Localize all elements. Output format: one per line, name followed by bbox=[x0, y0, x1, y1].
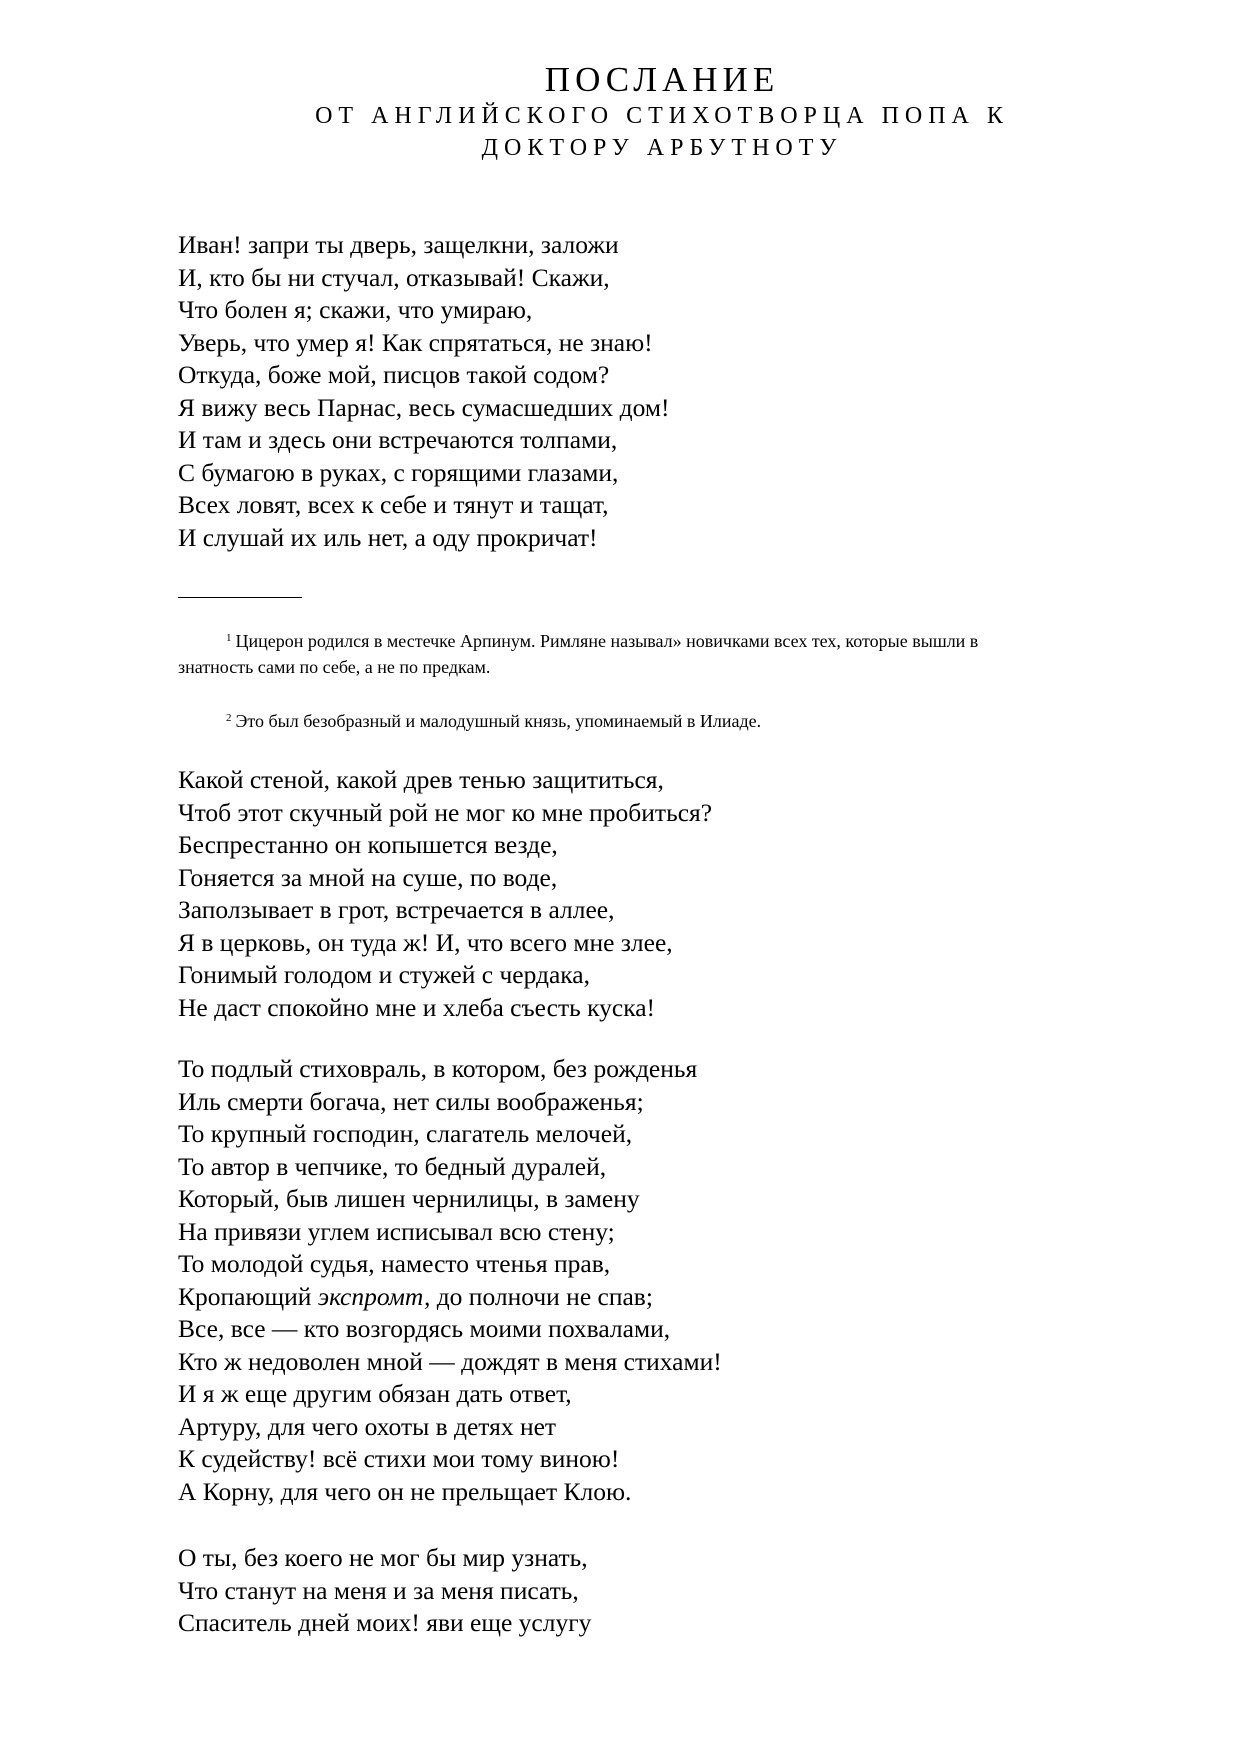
footnote-text: знатность сами по себе, а не по предкам. bbox=[178, 657, 491, 677]
verse-line: И я ж еще другим обязан дать ответ, bbox=[178, 1379, 572, 1408]
footnote-1 bbox=[178, 625, 1168, 680]
verse-line: Который, быв лишен чернилицы, в замену bbox=[178, 1184, 640, 1213]
verse-line: Кто ж недоволен мной — дождят в меня стихами! bbox=[178, 1346, 722, 1376]
verse-line: К судейству! всё стихи мои тому виною! bbox=[178, 1444, 620, 1473]
verse-line: Заползывает в грот, встречается в аллее, bbox=[178, 895, 615, 924]
verse-line: То автор в чепчике, то бедный дуралей, bbox=[178, 1151, 607, 1181]
footnote-mark: 1 bbox=[226, 632, 232, 644]
stanza-1 bbox=[178, 229, 670, 554]
verse-line: И слушай их иль нет, а оду прокричат! bbox=[178, 522, 598, 552]
verse-line: То крупный господин, слагатель мелочей, bbox=[178, 1119, 633, 1148]
verse-line: Иван! запри ты дверь, защелкни, заложи bbox=[178, 230, 619, 259]
verse-text: до полночи не спав; bbox=[430, 1281, 653, 1311]
verse-line: Какой стеной, какой древ тенью защититься, bbox=[178, 765, 664, 794]
verse-line: И, кто бы ни стучал, отказывай! Скажи, bbox=[178, 262, 610, 292]
verse-line: Откуда, боже мой, писцов такой содом? bbox=[178, 360, 610, 389]
footnote-text: Цицерон родился в местечке Арпинум. Римляне называл» новичками всех тех, которые вышли в bbox=[235, 631, 979, 651]
footnote-mark: 2 bbox=[226, 712, 232, 724]
verse-line: Что станут на меня и за меня писать, bbox=[178, 1575, 579, 1605]
footnote-text: Это был безобразный и малодушный князь, упоминаемый в Илиаде. bbox=[235, 711, 762, 731]
subtitle-line-1: ОТ АНГЛИЙСКОГО СТИХОТВОРЦА ПОПА К bbox=[315, 103, 1009, 129]
verse-line: Всех ловят, всех к себе и тянут и тащат, bbox=[178, 490, 609, 519]
verse-line: Беспрестанно он копышется везде, bbox=[178, 830, 558, 859]
stanza-3 bbox=[178, 1053, 722, 1508]
verse-text: Кропающий bbox=[178, 1281, 318, 1311]
verse-line-with-italic bbox=[178, 1281, 722, 1314]
verse-line: Артуру, для чего охоты в детях нет bbox=[178, 1411, 557, 1441]
stanza-4 bbox=[178, 1542, 591, 1640]
verse-line: Я вижу весь Парнас, весь сумасшедших дом! bbox=[178, 392, 670, 422]
verse-line: Гонимый голодом и стужей с чердака, bbox=[178, 960, 590, 989]
verse-line: Уверь, что умер я! Как спрятаться, не знаю! bbox=[178, 327, 653, 357]
verse-line: О ты, без коего не мог бы мир узнать, bbox=[178, 1543, 588, 1572]
footnote-separator bbox=[178, 597, 302, 598]
verse-line: То подлый стиховраль, в котором, без рожденья bbox=[178, 1054, 698, 1083]
verse-line: С бумагою в руках, с горящими глазами, bbox=[178, 457, 619, 487]
verse-line: Спаситель дней моих! яви еще услугу bbox=[178, 1608, 592, 1637]
verse-line: И там и здесь они встречаются толпами, bbox=[178, 425, 618, 454]
verse-line: Чтоб этот скучный рой не мог ко мне пробиться? bbox=[178, 797, 713, 827]
verse-line: Все, все — кто возгордясь моими похвалами, bbox=[178, 1314, 671, 1343]
verse-line: Что болен я; скажи, что умираю, bbox=[178, 295, 533, 324]
verse-line: Не даст спокойно мне и хлеба съесть куска! bbox=[178, 992, 656, 1022]
verse-line: Гоняется за мной на суше, по воде, bbox=[178, 862, 558, 892]
verse-line: На привязи углем исписывал всю стену; bbox=[178, 1216, 615, 1246]
italic-word: экспромт, bbox=[317, 1281, 431, 1311]
verse-line: А Корну, для чего он не прельщает Клою. bbox=[178, 1476, 632, 1506]
verse-line: То молодой судья, наместо чтенья прав, bbox=[178, 1249, 611, 1278]
footnote-2 bbox=[178, 705, 1168, 734]
stanza-2 bbox=[178, 764, 712, 1024]
verse-line: Иль смерти богача, нет силы воображенья; bbox=[178, 1086, 644, 1116]
subtitle-line-2: ДОКТОРУ АРБУТНОТУ bbox=[481, 135, 843, 161]
title-block bbox=[0, 60, 1240, 164]
verse-line: Я в церковь, он туда ж! И, что всего мне злее, bbox=[178, 927, 673, 957]
page-title: ПОСЛАНИЕ bbox=[544, 60, 780, 99]
